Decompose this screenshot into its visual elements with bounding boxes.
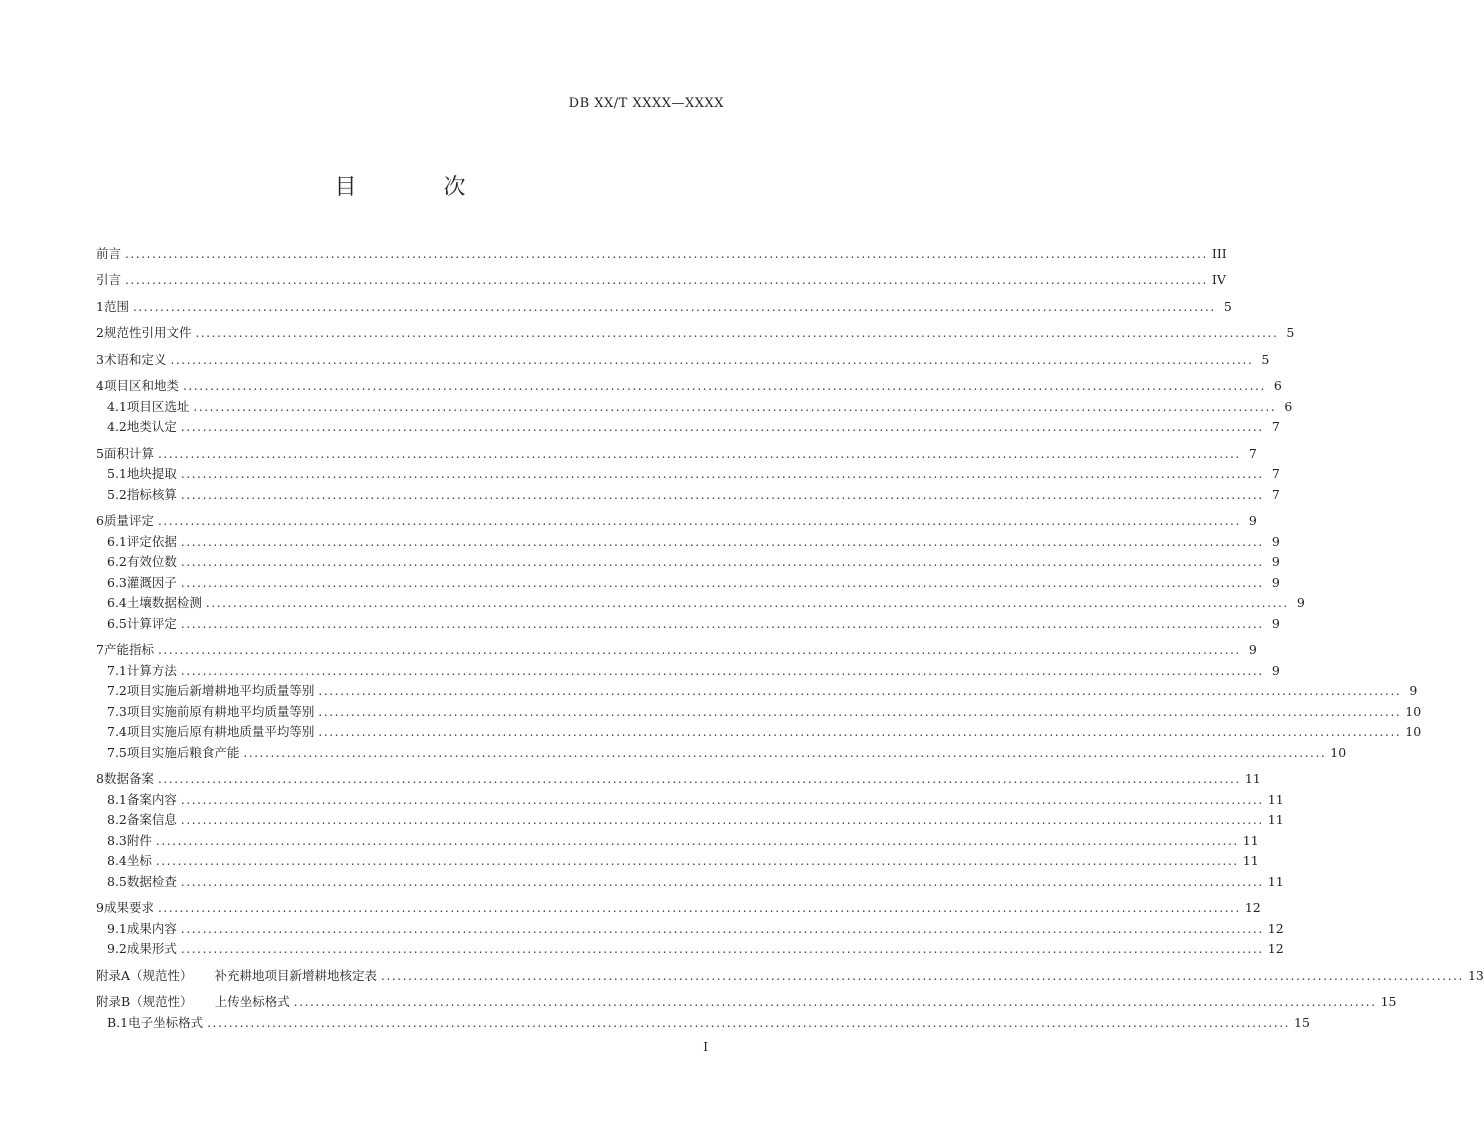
toc-entry[interactable] (96, 992, 1397, 1013)
toc-entry-label: 质量评定 (103, 513, 154, 528)
toc-entry-label: 数据检查 (126, 873, 177, 889)
toc-entry-page: 9 (1271, 533, 1280, 549)
toc-entry-page: 7 (1271, 419, 1280, 434)
toc-entry-number: 7.1 (107, 662, 127, 678)
toc-entry-page: 5 (1261, 351, 1270, 367)
toc-entry-page: 6 (1284, 398, 1293, 414)
toc-dot-leader: ........................................................................................................................................................................................................ (318, 725, 1402, 739)
toc-entry[interactable] (96, 613, 1280, 634)
toc-entry[interactable] (96, 243, 1227, 264)
toc-dot-leader: ........................................................................................................................................................................................................ (155, 833, 1239, 848)
toc-entry-label: 项目区和地类 (103, 378, 179, 393)
toc-dot-leader: ........................................................................................................................................................................................................ (180, 942, 1264, 956)
toc-dot-leader: ........................................................................................................................................................................................................ (193, 399, 1277, 414)
toc-entry-page: 9 (1296, 595, 1305, 610)
toc-entry[interactable] (96, 531, 1280, 552)
toc-entry-page: 11 (1244, 771, 1261, 786)
toc-entry[interactable] (96, 270, 1226, 291)
standard-code: DB XX/T XXXX—XXXX (568, 96, 724, 111)
toc-entry-page: 12 (1267, 920, 1284, 936)
toc-dot-leader: ........................................................................................................................................................................................................ (318, 704, 1402, 719)
toc-entry-label: 成果内容 (126, 920, 177, 936)
toc-entry-page: 5 (1223, 298, 1232, 314)
toc-entry-number: 8.4 (107, 853, 127, 868)
toc-entry[interactable] (96, 376, 1282, 397)
toc-entry-label: 成果要求 (103, 900, 154, 915)
toc-entry-page: 12 (1244, 900, 1261, 915)
toc-entry-label: 项目实施后新增耕地平均质量等别 (126, 683, 315, 698)
toc-dot-leader: ........................................................................................................................................................................................................ (318, 684, 1402, 698)
toc-entry-page: 11 (1267, 791, 1284, 807)
toc-entry-page: 7 (1271, 466, 1280, 481)
toc-entry-page: III (1211, 245, 1227, 261)
toc-entry-number: 附录A（规范性） (96, 967, 193, 983)
toc-entry-number: 7.3 (107, 703, 127, 719)
toc-entry[interactable] (96, 640, 1257, 661)
toc-entry[interactable] (96, 851, 1259, 872)
toc-entry-number: 8.1 (107, 791, 127, 807)
toc-entry[interactable] (96, 810, 1284, 831)
toc-entry-page: 10 (1405, 724, 1422, 739)
toc-entry-number: 8 (96, 771, 104, 786)
toc-entry[interactable] (96, 572, 1280, 593)
toc-entry-page: 11 (1242, 853, 1259, 868)
toc-dot-leader: ........................................................................................................................................................................................................ (157, 772, 1241, 786)
toc-entry-label: 规范性引用文件 (103, 325, 192, 340)
toc-entry-number: 2 (96, 325, 104, 340)
toc-entry[interactable] (96, 898, 1261, 919)
toc-entry-page: 13 (1467, 967, 1484, 983)
toc-entry-page: 11 (1267, 873, 1284, 889)
toc-entry-page: 9 (1409, 683, 1418, 698)
toc-dot-leader: ........................................................................................................................................................................................................ (157, 514, 1241, 528)
toc-entry-label: 项目实施前原有耕地平均质量等别 (126, 703, 315, 719)
toc-entry[interactable] (96, 396, 1293, 417)
toc-entry-label: 指标核算 (126, 486, 177, 502)
toc-entry[interactable] (96, 552, 1280, 573)
toc-entry-number: 6.1 (107, 533, 127, 549)
toc-entry-page: 15 (1294, 1014, 1310, 1030)
toc-entry-page: 7 (1271, 486, 1280, 502)
toc-entry-number: 6.5 (107, 615, 127, 631)
toc-dot-leader: ........................................................................................................................................................................................................ (180, 792, 1264, 807)
toc-entry-number: 9.2 (107, 941, 127, 956)
toc-entry[interactable] (96, 593, 1305, 614)
toc-dot-leader: ........................................................................................................................................................................................................ (157, 446, 1241, 461)
toc-entry-label: 坐标 (126, 853, 152, 868)
toc-entry[interactable] (96, 443, 1257, 464)
toc-entry[interactable] (96, 1012, 1310, 1033)
toc-entry-number: 1 (96, 298, 104, 314)
toc-entry-page: 15 (1380, 994, 1397, 1009)
toc-dot-leader: ........................................................................................................................................................................................................ (180, 575, 1264, 590)
toc-dot-leader: ........................................................................................................................................................................................................ (182, 379, 1266, 393)
toc-dot-leader: ........................................................................................................................................................................................................ (205, 596, 1289, 610)
toc-dot-leader: ........................................................................................................................................................................................................ (157, 643, 1241, 657)
toc-entry-label: 有效位数 (126, 554, 177, 569)
toc-dot-leader: ........................................................................................................................................................................................................ (180, 420, 1264, 434)
toc-entry-number: 4.2 (107, 419, 127, 434)
toc-entry-number: 9.1 (107, 920, 127, 936)
toc-entry-label: 数据备案 (103, 771, 154, 786)
toc-dot-leader: ........................................................................................................................................................................................................ (170, 352, 1254, 367)
toc-dot-leader: ........................................................................................................................................................................................................ (207, 1015, 1291, 1030)
toc-entry-label: 土壤数据检测 (126, 595, 202, 610)
toc-entry[interactable] (96, 323, 1295, 344)
toc-entry[interactable] (96, 965, 1484, 986)
toc-entry-label: 计算评定 (126, 615, 177, 631)
toc-entry[interactable] (96, 939, 1284, 960)
toc-entry[interactable] (96, 484, 1280, 505)
toc-dot-leader: ........................................................................................................................................................................................................ (155, 854, 1239, 868)
toc-entry-page: 9 (1248, 513, 1257, 528)
toc-entry[interactable] (96, 417, 1280, 438)
toc-dot-leader: ........................................................................................................................................................................................................ (381, 968, 1464, 983)
toc-entry-number: 7.4 (107, 724, 127, 739)
toc-entry-label: 项目实施后粮食产能 (126, 744, 240, 760)
toc-dot-leader: ........................................................................................................................................................................................................ (180, 555, 1264, 569)
toc-entry[interactable] (96, 296, 1232, 317)
toc-entry-number: 6.3 (107, 574, 127, 590)
toc-entry-number: 3 (96, 351, 104, 367)
toc-entry-number: 7.5 (107, 744, 127, 760)
toc-dot-leader: ........................................................................................................................................................................................................ (125, 246, 1208, 261)
toc-entry-number: 8.3 (107, 832, 127, 848)
toc-entry-page: 6 (1273, 378, 1282, 393)
toc-entry-label: 面积计算 (103, 445, 154, 461)
toc-entry[interactable] (96, 722, 1422, 743)
toc-entry-label: 地块提取 (126, 466, 177, 481)
toc-entry-page: 9 (1271, 615, 1280, 631)
toc-entry-label: 项目区选址 (126, 398, 190, 414)
toc-entry[interactable] (96, 464, 1280, 485)
toc-entry-label: 灌溉因子 (126, 574, 177, 590)
toc-entry-label: 产能指标 (103, 642, 154, 657)
toc-entry-label: 备案内容 (126, 791, 177, 807)
toc-dot-leader: ........................................................................................................................................................................................................ (195, 326, 1279, 340)
toc-entry-number: B.1 (107, 1014, 129, 1030)
toc-dot-leader: ........................................................................................................................................................................................................ (243, 745, 1327, 760)
toc-entry-label: 地类认定 (126, 419, 177, 434)
toc-entry-label: 术语和定义 (103, 351, 167, 367)
toc-dot-leader: ........................................................................................................................................................................................................ (125, 273, 1208, 287)
toc-dot-leader: ........................................................................................................................................................................................................ (180, 874, 1264, 889)
toc-dot-leader: ........................................................................................................................................................................................................ (180, 534, 1264, 549)
toc-entry[interactable] (96, 830, 1259, 851)
toc-entry[interactable] (96, 511, 1257, 532)
toc-entry-page: 11 (1267, 812, 1284, 827)
toc-entry-page: 9 (1271, 554, 1280, 569)
toc-entry-label: 评定依据 (126, 533, 177, 549)
toc-entry[interactable] (96, 349, 1270, 370)
toc-entry-number: 7 (96, 642, 104, 657)
toc-entry-page: 10 (1405, 703, 1422, 719)
toc-entry-label: 成果形式 (126, 941, 177, 956)
toc-dot-leader: ........................................................................................................................................................................................................ (180, 921, 1264, 936)
toc-entry-label: 备案信息 (126, 812, 177, 827)
toc-entry[interactable] (96, 660, 1280, 681)
toc-entry-number: 4 (96, 378, 104, 393)
toc-entry-label: 补充耕地项目新增耕地核定表 (214, 967, 378, 983)
toc-entry-page: 5 (1286, 325, 1295, 340)
toc-entry-number: 6.2 (107, 554, 127, 569)
toc-entry-label: 电子坐标格式 (128, 1014, 204, 1030)
toc-dot-leader: ........................................................................................................................................................................................................ (180, 487, 1264, 502)
toc-entry-page: 7 (1248, 445, 1257, 461)
page-title: 目 次 (334, 175, 506, 200)
toc-entry-label: 范围 (103, 298, 129, 314)
toc-entry-label: 引言 (96, 272, 122, 287)
toc-entry-number: 5.1 (107, 466, 127, 481)
toc-entry[interactable] (96, 789, 1284, 810)
toc-entry[interactable] (96, 701, 1422, 722)
toc-dot-leader: ........................................................................................................................................................................................................ (132, 299, 1216, 314)
toc-entry-label: 计算方法 (126, 662, 177, 678)
toc-entry-label: 上传坐标格式 (214, 994, 290, 1009)
toc-entry-number: 8.2 (107, 812, 127, 827)
toc-entry[interactable] (96, 871, 1284, 892)
toc-entry-number: 5.2 (107, 486, 127, 502)
toc-entry-page: 9 (1271, 662, 1280, 678)
toc-entry-label: 附件 (126, 832, 152, 848)
footer-page-number: I (703, 1040, 708, 1054)
toc-entry-number: 6 (96, 513, 104, 528)
toc-entry-page: 9 (1271, 574, 1280, 590)
toc-dot-leader: ........................................................................................................................................................................................................ (180, 663, 1264, 678)
toc-dot-leader: ........................................................................................................................................................................................................ (180, 467, 1264, 481)
table-of-contents (96, 243, 1484, 1033)
toc-dot-leader: ........................................................................................................................................................................................................ (293, 995, 1377, 1009)
toc-entry[interactable] (96, 769, 1261, 790)
toc-entry-number: 7.2 (107, 683, 127, 698)
toc-entry-page: 11 (1242, 832, 1259, 848)
toc-entry-number: 附录B（规范性） (96, 994, 193, 1009)
toc-entry[interactable] (96, 681, 1418, 702)
toc-entry-number: 6.4 (107, 595, 127, 610)
toc-entry-number: 5 (96, 445, 104, 461)
toc-entry-label: 前言 (96, 245, 122, 261)
toc-entry-number: 8.5 (107, 873, 127, 889)
toc-dot-leader: ........................................................................................................................................................................................................ (157, 901, 1241, 915)
toc-entry-page: 9 (1248, 642, 1257, 657)
toc-entry-number: 9 (96, 900, 104, 915)
toc-entry-label: 项目实施后原有耕地质量平均等别 (126, 724, 315, 739)
toc-dot-leader: ........................................................................................................................................................................................................ (180, 813, 1264, 827)
toc-entry-page: 10 (1330, 744, 1347, 760)
toc-entry[interactable] (96, 918, 1284, 939)
toc-dot-leader: ........................................................................................................................................................................................................ (180, 616, 1264, 631)
toc-entry-number: 4.1 (107, 398, 127, 414)
toc-entry-page: IV (1211, 272, 1226, 287)
toc-entry[interactable] (96, 742, 1347, 763)
toc-entry-page: 12 (1267, 941, 1284, 956)
